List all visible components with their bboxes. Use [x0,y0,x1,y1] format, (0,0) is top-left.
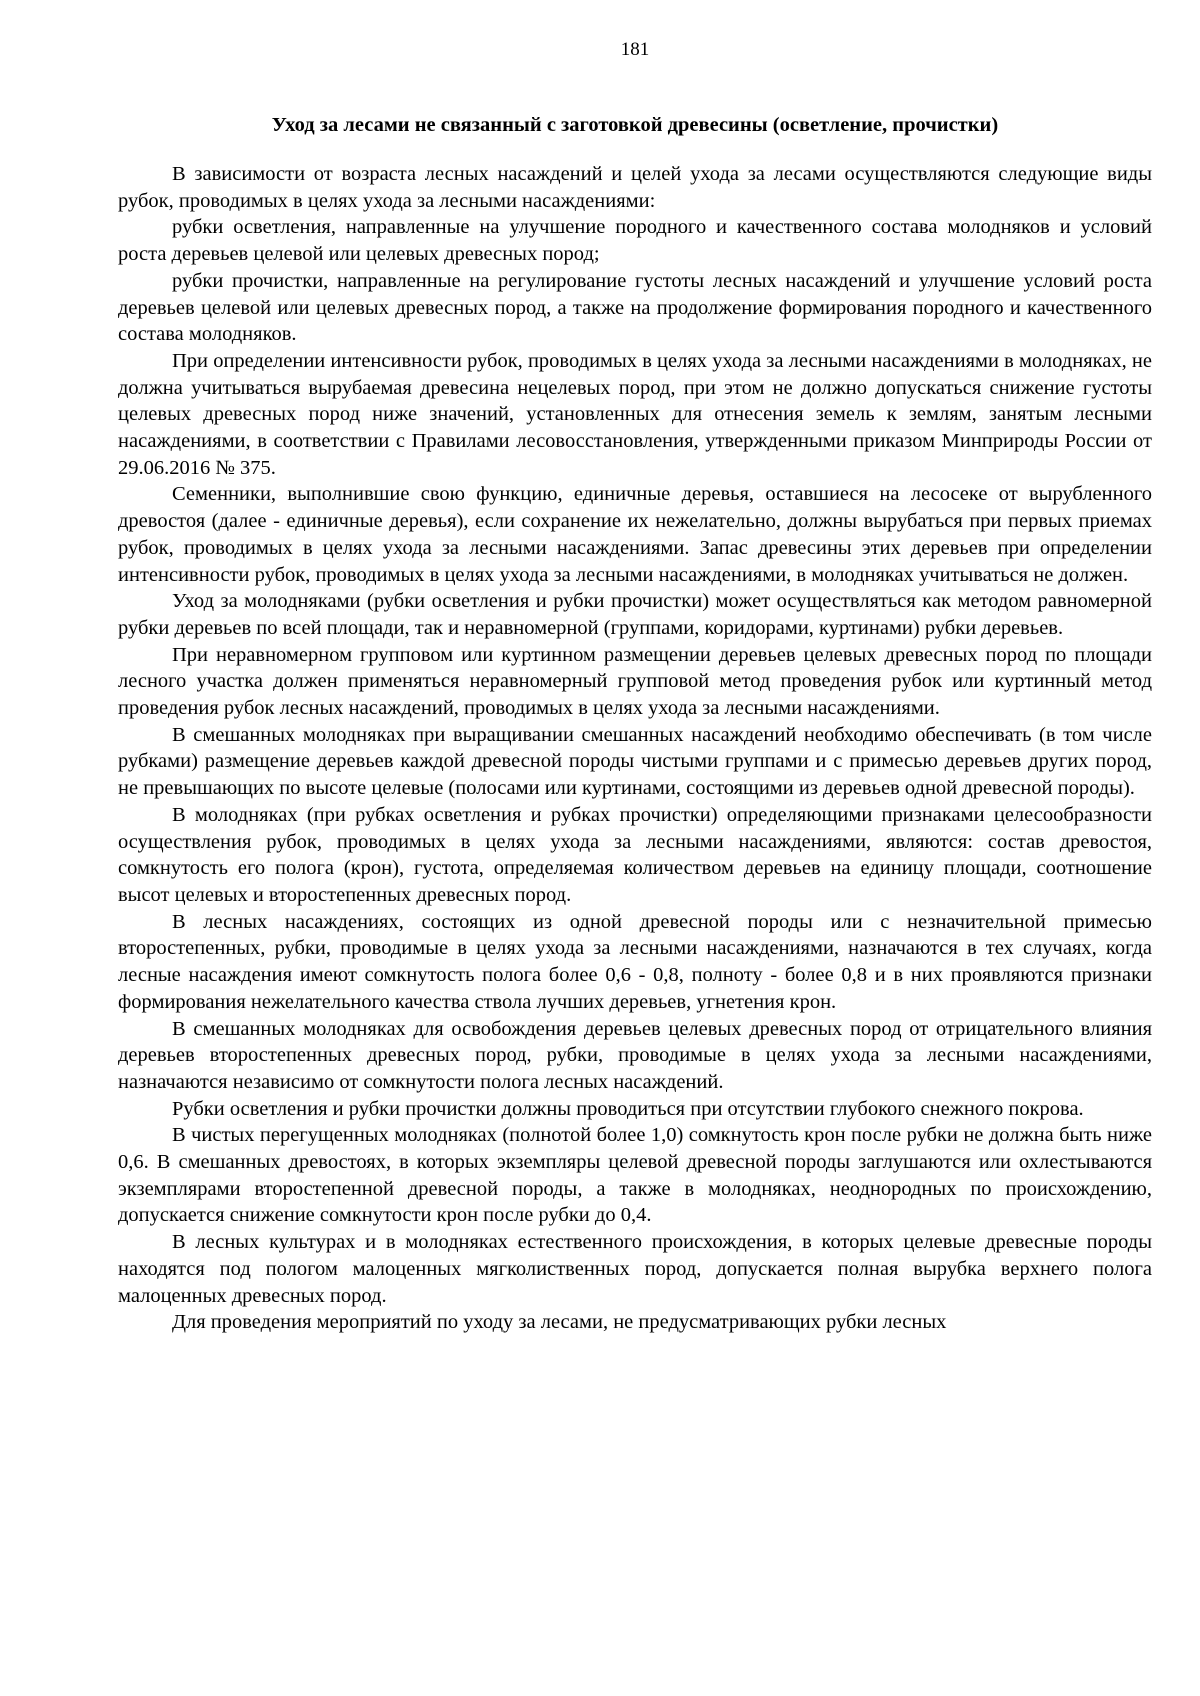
paragraph: рубки прочистки, направленные на регулирование густоты лесных насаждений и улучшение условий роста деревьев целевой или целевых древесных пород, а также на продолжение формирования породного и качественного состава молодняков. [118,269,1152,346]
paragraph: В чистых перегущенных молодняках (полнотой более 1,0) сомкнутость крон после рубки не должна быть ниже 0,6. В смешанных древостоях, в которых экземпляры целевой древесной породы заглушаются или охлестываются экземплярами второстепенной древесной породы, а также в молодняках, неоднородных по происхождению, допускается снижение сомкнутости крон после рубки до 0,4. [118,1124,1152,1227]
paragraph: При неравномерном групповом или куртинном размещении деревьев целевых древесных пород по площади лесного участка должен применяться неравномерный групповой метод проведения рубок или куртинный метод проведения рубок лесных насаждений, проводимых в целях ухода за лесными насаждениями. [118,643,1152,720]
body-text [118,161,1152,1336]
paragraph: В зависимости от возраста лесных насаждений и целей ухода за лесами осуществляются следующие виды рубок, проводимых в целях ухода за лесными насаждениями: [118,163,1152,212]
paragraph: Рубки осветления и рубки прочистки должны проводиться при отсутствии глубокого снежного покрова. [172,1097,1084,1120]
paragraph: В смешанных молодняках для освобождения деревьев целевых древесных пород от отрицательного влияния деревьев второстепенных древесных пород, рубки, проводимые в целях ухода за лесными насаждениями, назначаются независимо от сомкнутости полога лесных насаждений. [118,1017,1152,1093]
paragraph: Уход за молодняками (рубки осветления и рубки прочистки) может осуществляться как методом равномерной рубки деревьев по всей площади, так и неравномерной (группами, коридорами, куртинами) рубки деревьев. [118,590,1152,639]
paragraph: В молодняках (при рубках осветления и рубках прочистки) определяющими признаками целесообразности осуществления рубок, проводимых в целях ухода за лесными насаждениями, являются: состав древостоя, сомкнутость его полога (крон), густота, определяемая количеством деревьев на единицу площади, соотношение высот целевых и второстепенных древесных пород. [118,803,1152,906]
section-title: Уход за лесами не связанный с заготовкой древесины (осветление, прочистки) [271,114,999,136]
paragraph: Для проведения мероприятий по уходу за лесами, не предусматривающих рубки лесных [172,1311,947,1334]
paragraph: При определении интенсивности рубок, проводимых в целях ухода за лесными насаждениями в молодняках, не должна учитываться вырубаемая древесина нецелевых пород, при этом не должно допускаться снижение густоты целевых древесных пород ниже значений, установленных для отнесения земель к землям, занятым лесными насаждениями, в соответствии с Правилами лесовосстановления, утвержденными приказом Минприроды России от 29.06.2016 № 375. [118,349,1152,479]
paragraph: В смешанных молодняках при выращивании смешанных насаждений необходимо обеспечивать (в том числе рубками) размещение деревьев каждой древесной породы чистыми группами и с примесью деревьев других пород, не превышающих по высоте целевые (полосами или куртинами, состоящими из деревьев одной древесной породы). [118,723,1152,800]
document-page [118,0,1152,1696]
paragraph: В лесных насаждениях, состоящих из одной древесной породы или с незначительной примесью второстепенных, рубки, проводимые в целях ухода за лесными насаждениями, назначаются в тех случаях, когда лесные насаждения имеют сомкнутость полога более 0,6 - 0,8, полноту - более 0,8 и в них проявляются признаки формирования нежелательного качества ствола лучших деревьев, угнетения крон. [118,910,1152,1013]
page-number: 181 [620,39,650,60]
paragraph: рубки осветления, направленные на улучшение породного и качественного состава молодняков и условий роста деревьев целевой или целевых древесных пород; [118,216,1152,266]
paragraph: В лесных культурах и в молодняках естественного происхождения, в которых целевые древесные породы находятся под пологом малоценных мягколиственных пород, допускается полная вырубка верхнего полога малоценных древесных пород. [118,1231,1152,1307]
paragraph: Семенники, выполнившие свою функцию, единичные деревья, оставшиеся на лесосеке от вырубленного древостоя (далее - единичные деревья), если сохранение их нежелательно, должны вырубаться при первых приемах рубок, проводимых в целях ухода за лесными насаждениями. Запас древесины этих деревьев при определении интенсивности рубок, проводимых в целях ухода за лесными насаждениями, в молодняках учитываться не должен. [118,483,1152,586]
